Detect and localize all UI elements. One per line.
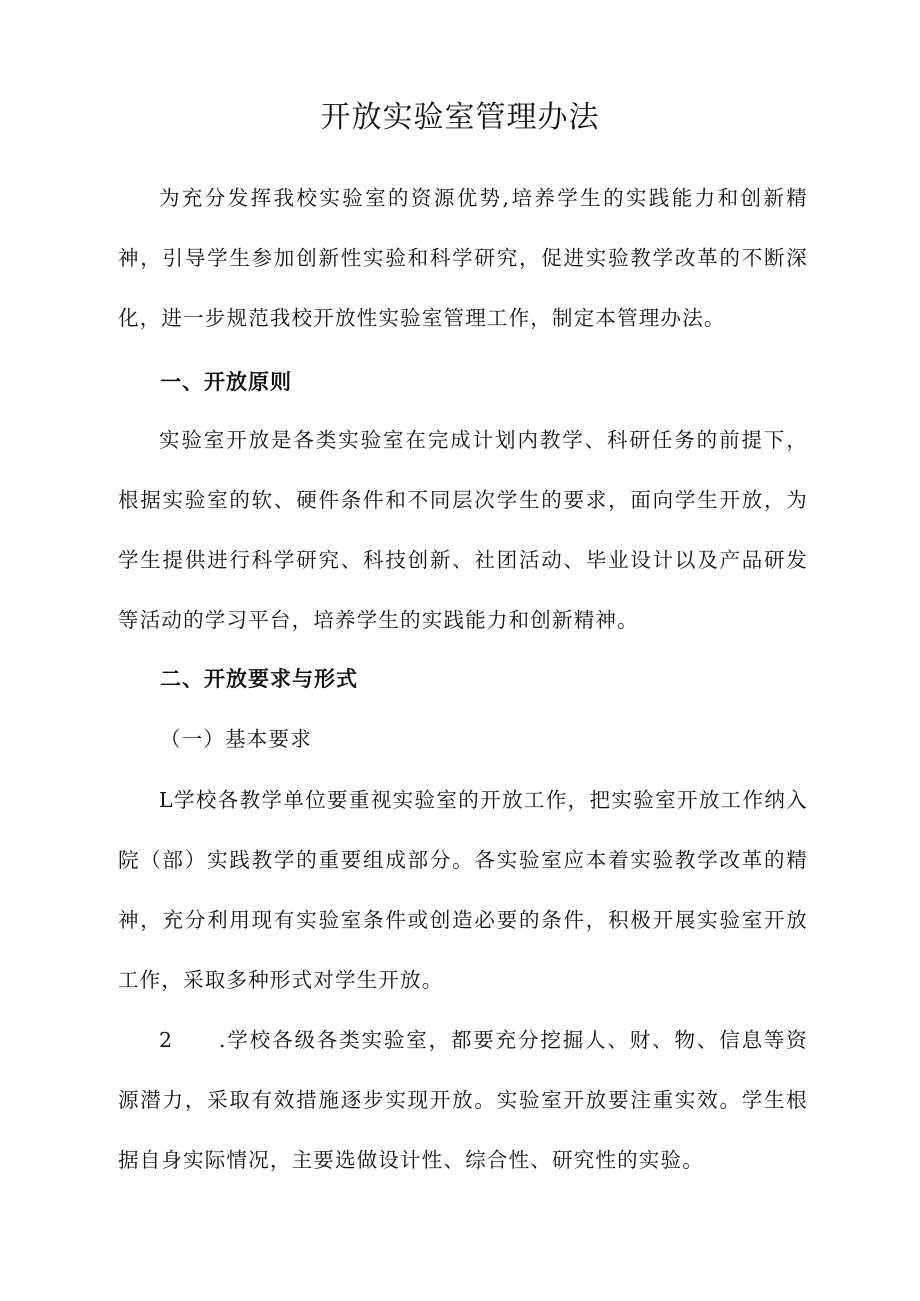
intro-paragraph: 为充分发挥我校实验室的资源优势,培养学生的实践能力和创新精神，引导学生参加创新性实验和科学研究，促进实验教学改革的不断深化，进一步规范我校开放性实验室管理工作，制定本管理办法。 [118,186,808,330]
principles-paragraph: 实验室开放是各类实验室在完成计划内教学、科研任务的前提下，根据实验室的软、硬件条件和不同层次学生的要求，面向学生开放，为学生提供进行科学研究、科技创新、社团活动、毕业设计以及产品研发等活动的学习平台，培养学生的实践能力和创新精神。 [118,428,808,632]
section-heading-requirements: 二、开放要求与形式 [160,667,358,691]
section-heading-principles: 一、开放原则 [160,370,292,394]
item-2-number: 2 [159,1028,174,1052]
document-title: 开放实验室管理办法 [320,100,600,135]
requirement-item-1: L学校各教学单位要重视实验室的开放工作，把实验室开放工作纳入院（部）实践教学的重要组成部分。各实验室应本着实验教学改革的精神，充分利用现有实验室条件或创造必要的条件，积极开展实验室开放工作，采取多种形式对学生开放。 [118,788,808,992]
requirement-item-2 [118,1010,808,1190]
item-2-text: .学校各级各类实验室，都要充分挖掘人、财、物、信息等资源潜力，采取有效措施逐步实现开放。实验室开放要注重实效。学生根据自身实际情况，主要选做设计性、综合性、研究性的实验。 [118,1028,808,1172]
subheading-basic-requirements: （一）基本要求 [160,727,312,751]
